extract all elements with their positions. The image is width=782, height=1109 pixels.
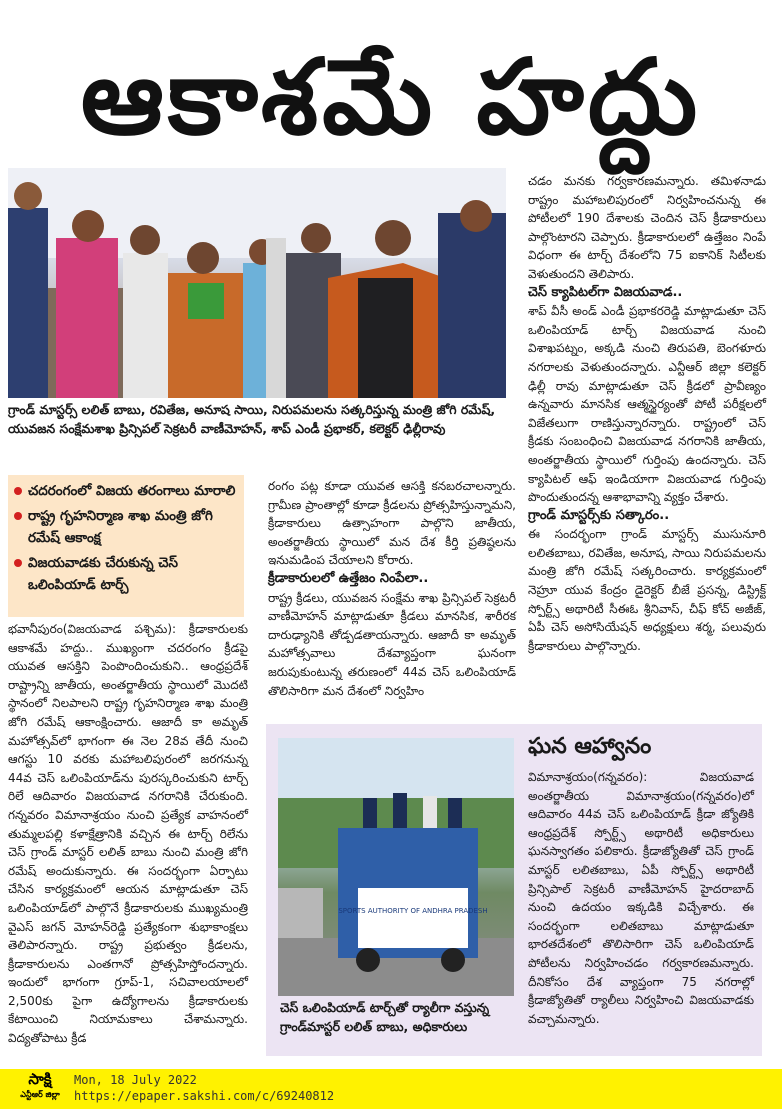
- box-title: ఘన ఆహ్వానం: [528, 734, 652, 759]
- paragraph: ఈ సందర్భంగా గ్రాండ్ మాస్టర్స్ ముసునూరి లలితబాబు, రవితేజ, అనూష, సాయి నిరుపమలను మంత్రి జోగి రమేష్ సత్కరించారు. కార్యక్రమంలో నెహ్రూ యువ కేంద్రం డైరెక్టర్ బీజే ప్రసన్న, డిస్ట్రిక్ట్ స్పోర్ట్స్ అథారిటీ సీఈఓ శ్రీనివాస్, చీఫ్ కోచ్ అజీజ్, ఏపీ చెస్ అసోసియేషన్ అధ్యక్షులు శర్మ, పలువురు క్రీడాకారులు పాల్గొన్నారు.: [528, 527, 766, 653]
- logo-edition: ఎన్టీఆర్ జిల్లా: [20, 1090, 60, 1099]
- logo-name: సాక్షి: [28, 1070, 52, 1088]
- highlight-item: చదరంగంలో విజయ తరంగాలు మారాలి: [14, 480, 238, 502]
- box-text: విమానాశ్రయం(గన్నవరం): విజయవాడ అంతర్జాతీయ విమానాశ్రయం(గన్నవరం)లో ఆదివారం 44వ చెస్ ఒలింపియాడ్ క్రీడా జ్యోతికి ఆంధ్రప్రదేశ్ స్పోర్ట్స్ అథారిటీ అధికారులు ఘనస్వాగతం పలికారు. క్రీడాజ్యోతితో చెస్ గ్రాండ్ మాస్టర్ లలితబాబు, ఏపీ స్పోర్ట్స్ అథారిటీ ప్రిన్సిపాల్ సెక్రటరీ వాణీమోహన్ హైదరాబాద్ నుంచి ఉదయం ఇక్కడికి విచ్చేశారు. ఈ సందర్భంగా లలితబాబు మాట్లాడుతూ భారతదేశంలో తొలిసారిగా చెస్ ఒలింపియాడ్ పోటీలను నిర్వహించడం గర్వకారణమన్నారు. దీనికోసం దేశ వ్యాప్తంగా 75 నగరాల్లో క్రీడాజ్యోతితో ర్యాలీలు నిర్వహించి విజయవాడకు వచ్చామన్నారు.: [528, 770, 754, 1026]
- highlight-item: విజయవాడకు చేరుకున్న చెస్ ఒలింపియాడ్ టార్చ్: [14, 552, 238, 596]
- event-photo: [8, 168, 506, 398]
- article-column-3: [528, 172, 766, 655]
- article-column-1: [8, 620, 248, 1048]
- paragraph: రాష్ట్ర క్రీడలు, యువజన సంక్షేమ శాఖ ప్రిన్సిపల్ సెక్రటరీ వాణీమోహన్ మాట్లాడుతూ క్రీడలు మానసిక, శారీరక దారుఢ్యానికి తోడ్పడతాయన్నారు. ఆజాదీ కా అమృత్ మహోత్సవాలు దేశవ్యాప్తంగా ఘనంగా జరుపుకుంటున్న తరుణంలో 44వ చెస్ ఒలింపియాడ్ తొలిసారిగా మన దేశంలో నిర్వహిం: [268, 590, 516, 698]
- paragraph: రంగం పట్ల కూడా యువత ఆసక్తి కనబరచాలన్నారు. గ్రామీణ ప్రాంతాల్లో కూడా క్రీడలను ప్రోత్సహిస్తున్నామని, క్రీడాకారులు ఉత్సాహంగా పాల్గొని జాతీయ, అంతర్జాతీయ స్థాయిలో మన దేశ కీర్తి ప్రతిష్ఠలను ఇనుమడింప చేయాలని కోరారు.: [268, 479, 516, 568]
- photo-caption: గ్రాండ్ మాస్టర్స్ లలిత్ బాబు, రవితేజ, అనూష సాయి, నిరుపమలను సత్కరిస్తున్న మంత్రి జోగి రమేష్, యువజన సంక్షేమశాఖ ప్రిన్సిపల్ సెక్రటరీ వాణీమోహన్, శాప్ ఎండీ ప్రభాకర్, కలెక్టర్ ఢిల్లీరావు: [8, 402, 496, 436]
- paragraph: చడం మనకు గర్వకారణమన్నారు. తమిళనాడు రాష్ట్రం మహాబలిపురంలో నిర్వహించనున్న ఈ పోటీలలో 190 దేశాలకు చెందిన చెస్ క్రీడాకారులు పాల్గొంటారని చెప్పారు. క్రీడాకారులలో ఉత్తేజం నింపే విధంగా ఈ టార్చ్ దేశంలోని 75 ఐకానిక్ సిటీలకు వెళుతుందని తెలిపారు.: [528, 174, 766, 281]
- rally-caption: చెస్ ఒలింపియాడ్ టార్చ్‌తో ర్యాలీగా వస్తున్న గ్రాండ్‌మాస్టర్ లలిత్ బాబు, అధికారులు: [280, 1000, 490, 1034]
- headline: ఆకాశమే హద్దు: [80, 36, 702, 158]
- sakshi-logo: [12, 1071, 68, 1103]
- article-column-2: [268, 477, 516, 700]
- subheading: క్రీడాకారులలో ఉత్తేజం నింపేలా..: [268, 570, 429, 586]
- paragraph: శాప్ వీసీ అండ్ ఎండీ ప్రభాకరరెడ్డి మాట్లాడుతూ చెస్ ఒలింపియాడ్ టార్చ్ విజయవాడ నుంచి విశాఖపట్నం, అక్కడి నుంచి తిరుపతి, బెంగళూరు నగరాలకు వెళుతుందన్నారు. ఎన్టీఆర్ జిల్లా కలెక్టర్ ఢిల్లీ రావు మాట్లాడుతూ చెస్ క్రీడలో ప్రావీణ్యం ఉన్నవారు మానసిక ఆత్మస్థైర్యంతో పోటీ పరీక్షలలో విజేతలుగా రాణిస్తున్నారన్నారు. రాష్ట్రంలో చెస్ క్రీడకు సంబంధించి విజయవాడ నగరానికి జాతీయ, అంతర్జాతీయ స్థాయిలో గుర్తింపు ఉందన్నారు. చెస్ క్యాపిటల్ ఆఫ్ ఇండియాగా విజయవాడ గుర్తింపు పొందుతుందన్న ఆశాభావాన్ని వ్యక్తం చేశారు.: [528, 304, 766, 505]
- footer-url[interactable]: https://epaper.sakshi.com/c/69240812: [74, 1089, 335, 1103]
- paragraph: భవానీపురం(విజయవాడ పశ్చిమ): క్రీడాకారులకు ఆకాశమే హద్దు.. ముఖ్యంగా చదరంగం క్రీడపై యువత ఆసక్తిని పెంపొందించుకుని.. ఆంధ్రప్రదేశ్ రాష్ట్రాన్ని జాతీయ, అంతర్జాతీయ స్థాయిలో మొదటి స్థానంలో నిలపాలని రాష్ట్ర గృహనిర్మాణ శాఖ మంత్రి జోగి రమేష్ ఆకాంక్షించారు. ఆజాదీ కా అమృత్ మహోత్సవ్‌లో భాగంగా ఈ నెల 28వ తేదీ నుంచి ఆగస్టు 10 వరకు మహాబలిపురంలో జరగనున్న 44వ చెస్ ఒలింపియాడ్‌ను పురస్కరించుకుని టార్చ్ రిలే ఆదివారం విజయవాడ నగరానికి చేరుకుంది. గన్నవరం విమానాశ్రయం నుంచి ప్రత్యేక వాహనంలో తుమ్మలపల్లి కళాక్షేత్రానికి వచ్చిన ఈ టార్చ్ రిలేను చెస్ గ్రాండ్ మాస్టర్ లలిత్ బాబు నుంచి మంత్రి జోగి రమేష్ అందుకున్నారు. ఈ సందర్భంగా ఏర్పాటు చేసిన కార్యక్రమంలో ఆయన మాట్లాడుతూ చెస్ ఒలింపియాడ్‌లో పాల్గొనే క్రీడాకారులకు ముఖ్యమంత్రి వైఎస్ జగన్ మోహన్‌రెడ్డి ప్రత్యేకంగా శుభాకాంక్షలు తెలిపారన్నారు. రాష్ట్ర ప్రభుత్వం క్రీడలను, క్రీడాకారులను ఎంతగానో ప్రోత్సహిస్తోందన్నారు. ఇందులో భాగంగా గ్రూప్-1, సచివాలయాలలో 2,500కు పైగా ఉద్యోగాలను క్రీడాకారులకు కేటాయించి నియామకాలు చేశామన్నారు. విద్యతోపాటు క్రీడ: [8, 622, 248, 1046]
- highlight-item: రాష్ట్ర గృహనిర్మాణ శాఖ మంత్రి జోగి రమేష్ ఆకాంక్ష: [14, 505, 238, 549]
- subheading: గ్రాండ్ మాస్టర్స్‌కు సత్కారం..: [528, 507, 670, 523]
- footer-date: Mon, 18 July 2022: [74, 1073, 197, 1087]
- truck-banner: SPORTS AUTHORITY OF ANDHRA PRADESH: [338, 907, 488, 915]
- highlights-box: [8, 475, 244, 617]
- rally-photo: [278, 738, 514, 996]
- subheading: చెస్ క్యాపిటల్‌గా విజయవాడ..: [528, 284, 683, 300]
- footer-meta: [74, 1072, 334, 1104]
